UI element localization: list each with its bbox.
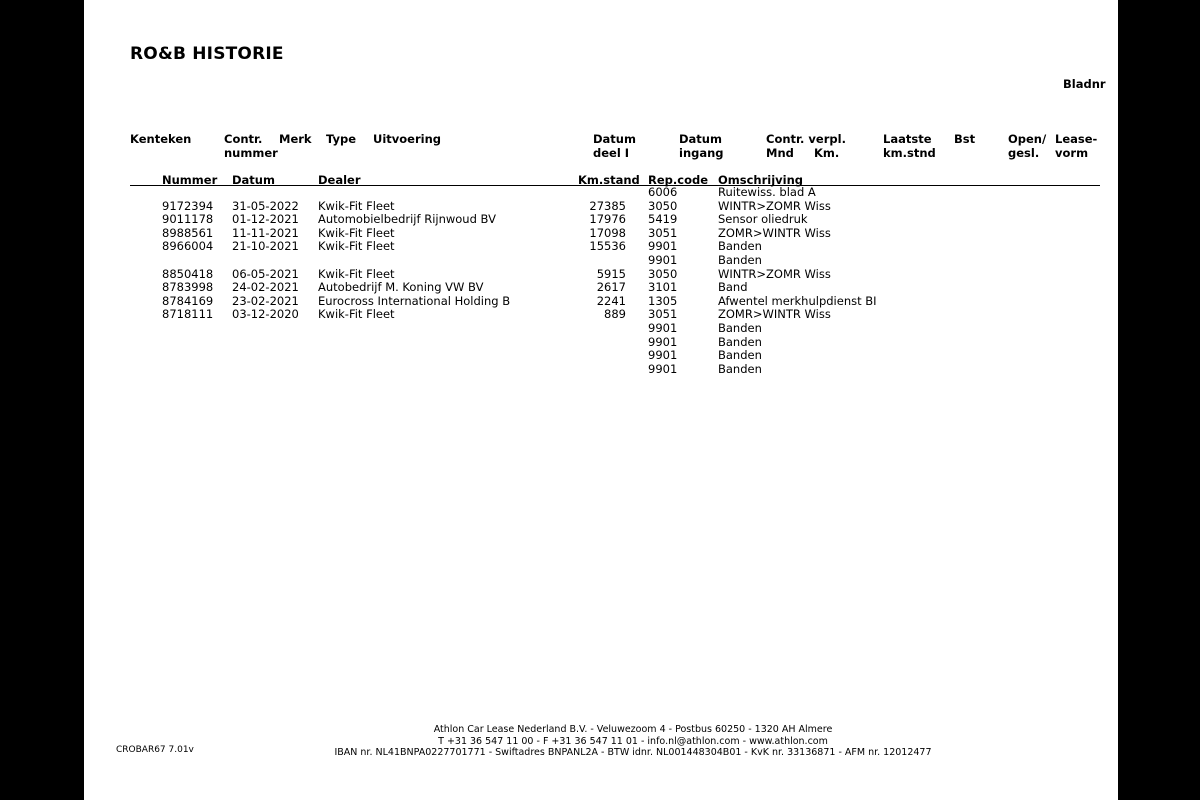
table-row	[84, 281, 1118, 295]
footer-line-1: Athlon Car Lease Nederland B.V. - Veluwezoom 4 - Postbus 60250 - 1320 AH Almere	[433, 724, 833, 735]
cell-datum: 06-05-2021	[232, 266, 299, 281]
cell-omschrijving: Sensor oliedruk	[718, 212, 808, 227]
header-contr-verpl: Contr. verpl.	[766, 132, 846, 146]
footer-line-2: T +31 36 547 11 00 - F +31 36 547 11 01 - info.nl@athlon.com - www.athlon.com	[438, 735, 828, 747]
header-datum-deel-line1: Datum	[593, 132, 636, 146]
header-datum-deel-line2: deel I	[593, 146, 630, 160]
cell-repcode: 9901	[648, 321, 678, 335]
cell-omschrijving: WINTR>ZOMR Wiss	[718, 266, 831, 281]
cell-repcode: 3051	[648, 307, 678, 322]
cell-kmstand: 5915	[596, 266, 626, 281]
cell-datum: 03-12-2020	[232, 307, 299, 322]
cell-datum: 31-05-2022	[232, 198, 299, 213]
header-open-gesl	[1008, 132, 1046, 160]
cell-nummer: 8966004	[162, 239, 214, 254]
cell-kmstand: 889	[604, 307, 626, 322]
header-km: Km.	[814, 146, 840, 160]
cell-dealer: Eurocross International Holding B	[318, 293, 511, 308]
cell-datum: 24-02-2021	[232, 280, 299, 295]
header-datum-deel	[593, 132, 636, 160]
header-mnd: Mnd	[766, 146, 794, 160]
header-datum-ingang	[679, 132, 724, 160]
footer-line-3: IBAN nr. NL41BNPA0227701771 - Swiftadres BNPANL2A - BTW idnr. NL001448304B01 - KvK nr. 33136871 - AFM nr. 12012477	[334, 747, 932, 758]
header-kenteken: Kenteken	[130, 132, 192, 146]
subheader-omschrijving: Omschrijving	[718, 173, 804, 187]
cell-omschrijving: Banden	[718, 348, 762, 363]
table-row	[84, 240, 1118, 254]
subheader-kmstand: Km.stand	[578, 173, 640, 187]
cell-omschrijving: Banden	[718, 334, 762, 349]
page-number-label: Bladnr	[1063, 77, 1106, 91]
table-row	[84, 295, 1118, 309]
header-contr-line1: Contr.	[224, 132, 263, 146]
table-row	[84, 322, 1118, 336]
cell-repcode: 9901	[648, 334, 678, 349]
header-type: Type	[326, 132, 357, 146]
cell-repcode: 9901	[648, 361, 678, 376]
table-row	[84, 336, 1118, 350]
cell-omschrijving: Banden	[718, 361, 762, 376]
table-row	[84, 363, 1118, 377]
subheader-nummer: Nummer	[162, 173, 218, 187]
cell-datum: 23-02-2021	[232, 293, 299, 308]
cell-omschrijving: Banden	[718, 321, 762, 335]
cell-nummer: 8850418	[162, 266, 214, 281]
table-row	[84, 200, 1118, 214]
table-row	[84, 349, 1118, 363]
header-open-line1: Open/	[1008, 132, 1047, 146]
subheader-datum: Datum	[232, 173, 275, 187]
cell-dealer: Kwik-Fit Fleet	[318, 307, 395, 322]
header-contr-line2: nummer	[224, 146, 278, 160]
footer-company-info	[314, 724, 952, 759]
document-page	[84, 0, 1118, 800]
cell-repcode: 3050	[648, 266, 678, 281]
table-row	[84, 227, 1118, 241]
cell-repcode: 3101	[648, 280, 678, 295]
cell-repcode: 1305	[648, 293, 678, 308]
table-row	[84, 308, 1118, 322]
header-leasevorm	[1055, 132, 1097, 160]
cell-nummer: 8784169	[162, 293, 214, 308]
page-title: RO&B HISTORIE	[130, 44, 284, 64]
header-lease-line2: vorm	[1055, 146, 1089, 160]
cell-nummer: 8783998	[162, 280, 214, 295]
header-open-line2: gesl.	[1008, 146, 1040, 160]
cell-dealer: Automobielbedrijf Rijnwoud BV	[318, 212, 496, 227]
header-bst: Bst	[954, 132, 976, 146]
cell-kmstand: 17098	[589, 225, 626, 240]
cell-dealer: Kwik-Fit Fleet	[318, 239, 395, 254]
cell-nummer: 9011178	[162, 212, 214, 227]
header-lease-line1: Lease-	[1055, 132, 1098, 146]
header-laatste-km	[883, 132, 936, 160]
header-datum-ingang-line2: ingang	[679, 146, 724, 160]
table-row	[84, 213, 1118, 227]
cell-datum: 21-10-2021	[232, 239, 299, 254]
cell-omschrijving: ZOMR>WINTR Wiss	[718, 225, 831, 240]
subheader-repcode: Rep.code	[648, 173, 709, 187]
cell-repcode: 9901	[648, 253, 678, 267]
cell-repcode: 9901	[648, 348, 678, 363]
header-laatste-line1: Laatste	[883, 132, 932, 146]
cell-kmstand: 17976	[589, 212, 626, 227]
cell-repcode: 9901	[648, 239, 678, 254]
header-laatste-line2: km.stnd	[883, 146, 936, 160]
header-contr	[224, 132, 278, 160]
header-merk: Merk	[279, 132, 312, 146]
cell-repcode: 3050	[648, 198, 678, 213]
cell-nummer: 8988561	[162, 225, 214, 240]
cell-omschrijving: ZOMR>WINTR Wiss	[718, 307, 831, 322]
cell-nummer: 9172394	[162, 198, 214, 213]
cell-omschrijving: Afwentel merkhulpdienst BI	[718, 293, 877, 308]
cell-kmstand: 15536	[589, 239, 626, 254]
cell-omschrijving: Banden	[718, 253, 762, 267]
table-row	[84, 254, 1118, 268]
cell-datum: 11-11-2021	[232, 225, 299, 240]
cell-dealer: Autobedrijf M. Koning VW BV	[318, 280, 484, 295]
cell-omschrijving: Band	[718, 280, 748, 295]
header-datum-ingang-line1: Datum	[679, 132, 722, 146]
cell-dealer: Kwik-Fit Fleet	[318, 198, 395, 213]
cell-repcode: 3051	[648, 225, 678, 240]
subheader-dealer: Dealer	[318, 173, 361, 187]
report-code: CROBAR67 7.01v	[116, 745, 194, 755]
cell-omschrijving: WINTR>ZOMR Wiss	[718, 198, 831, 213]
cell-repcode: 6006	[648, 185, 678, 199]
cell-kmstand: 2617	[596, 280, 626, 295]
header-uitvoering: Uitvoering	[373, 132, 442, 146]
table-row	[84, 186, 1118, 200]
cell-dealer: Kwik-Fit Fleet	[318, 225, 395, 240]
table-row	[84, 268, 1118, 282]
cell-dealer: Kwik-Fit Fleet	[318, 266, 395, 281]
cell-kmstand: 2241	[596, 293, 626, 308]
cell-omschrijving: Ruitewiss. blad A	[718, 185, 816, 199]
cell-kmstand: 27385	[589, 198, 626, 213]
cell-nummer: 8718111	[162, 307, 214, 322]
cell-repcode: 5419	[648, 212, 678, 227]
cell-omschrijving: Banden	[718, 239, 762, 254]
cell-datum: 01-12-2021	[232, 212, 299, 227]
